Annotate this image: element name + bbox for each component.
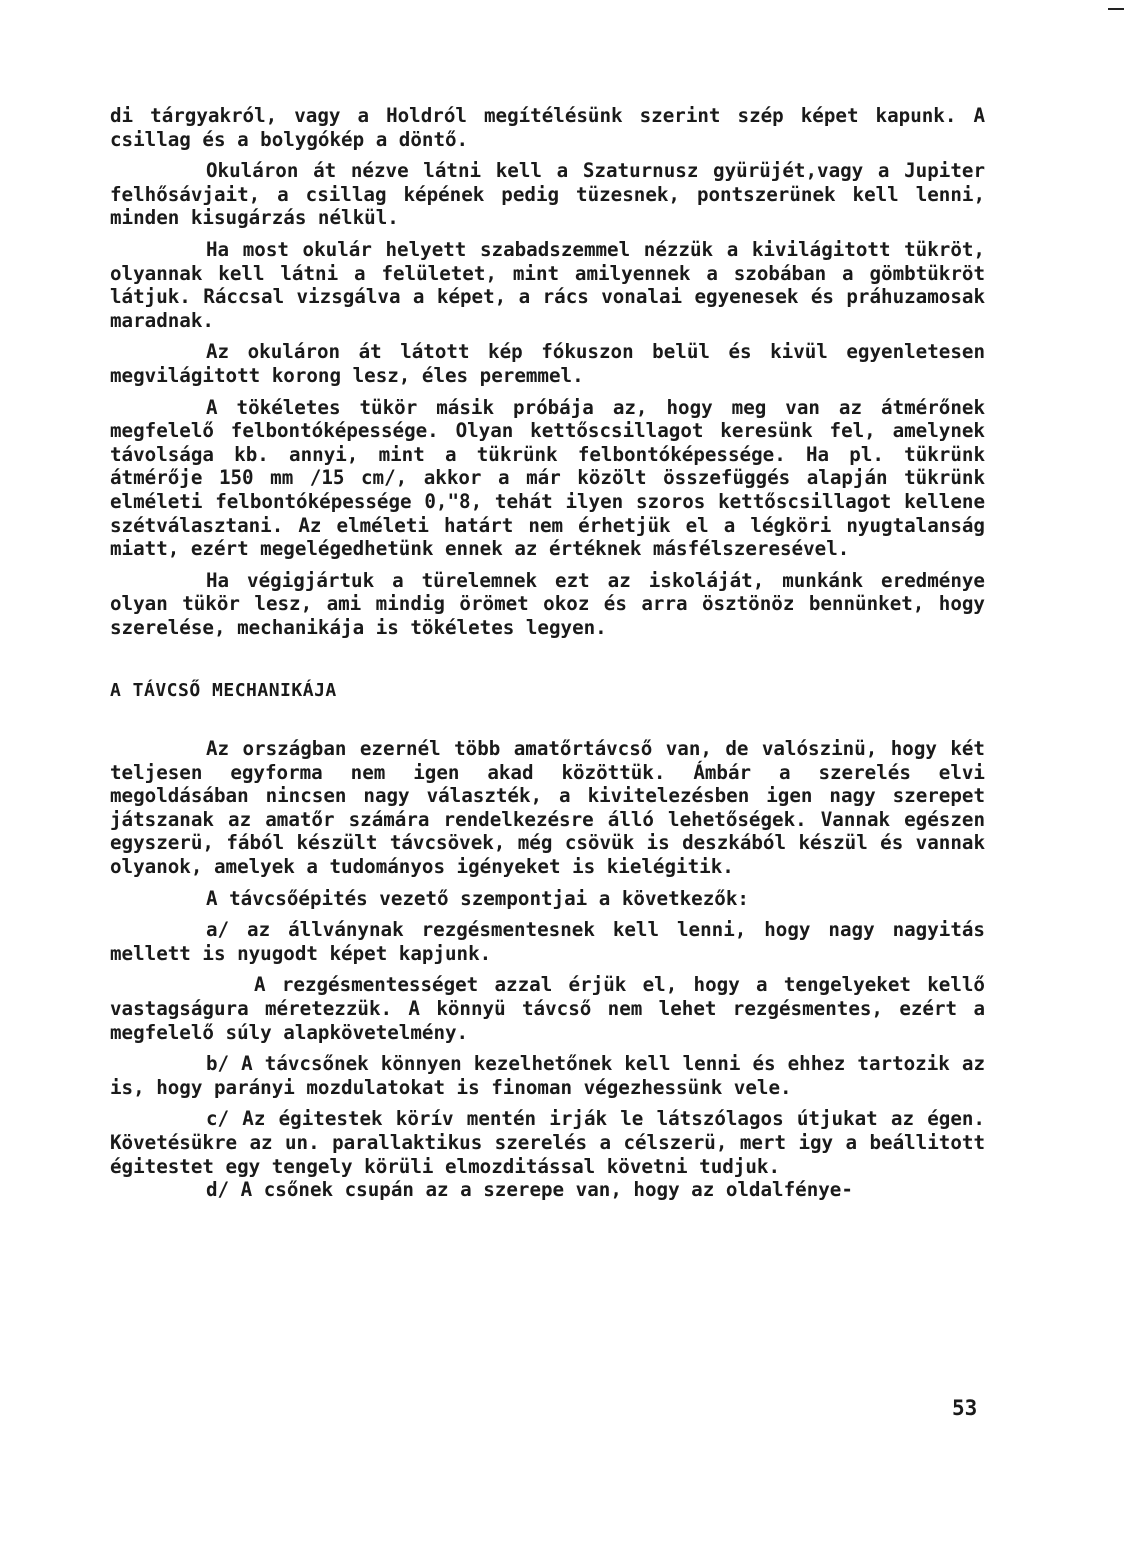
list-item-a: a/ az állványnak rezgésmentesnek kell lenni, hogy nagy nagyitás mellett is nyugodt képet kapjunk. [110, 918, 985, 965]
paragraph-naked-eye-test: Ha most okulár helyett szabadszemmel nézzük a kivilágitott tükröt, olyannak kell látni a felületet, mint amilyennek a szobában a gömbtükröt látjuk. Ráccsal vizsgálva a képet, a rács vonalai egyenesek és práhuzamosak maradnak. [110, 237, 985, 332]
paragraph-resolving-power: A tökéletes tükör másik próbája az, hogy meg van az átmérőnek megfelelő felbontóképessége. Olyan kettőscsillagot keresünk fel, amelynek távolsága kb. annyi, mint a tükrünk felbontóképessége. Ha pl. tükrünk átmérője 150 mm /15 cm/, akkor a már közölt összefüggés alapján tükrünk elméleti felbontóképessége 0,"8, tehát ilyen szoros kettőscsillagot kellene szétválasztani. Az elméleti határt nem érhetjük el a légköri nyugtalanság miatt, ezért megelégedhetünk ennek az értéknek másfélszeresével. [110, 395, 985, 561]
list-item-c: c/ Az égitestek körív mentén irják le látszólagos útjukat az égen. Követésükre az un. parallaktikus szerelés a célszerü, mert igy a beállitott égitestet egy tengely körüli elmozditással követni tudjuk. [110, 1107, 985, 1178]
paragraph-vibration-free: A rezgésmentességet azzal érjük el, hogy a tengelyeket kellő vastagságura méretezzük. A könnyü távcső nem lehet rezgésmentes, ezért a megfelelő súly alapkövetelmény. [110, 973, 985, 1044]
scan-edge-mark [1108, 8, 1124, 10]
body-text [110, 104, 985, 1210]
paragraph-amateur-telescopes: Az országban ezernél több amatőrtávcső van, de valószinü, hogy két teljesen egyforma nem igen akad közöttük. Ámbár a szerelés elvi megoldásában nincsen nagy választék, a kivitelezésben igen nagy szerepet játszanak az amatőr számára rendelkezésre álló lehetőségek. Vannak egészen egyszerü, fából készült távcsövek, még csövük is deszkából készül és vannak olyanok, amelyek a tudományos igényeket is kielégitik. [110, 737, 985, 879]
page-number: 53 [952, 1396, 978, 1420]
paragraph-focus-disc: Az okuláron át látott kép fókuszon belül és kivül egyenletesen megvilágitott korong lesz, éles peremmel. [110, 340, 985, 387]
list-item-b: b/ A távcsőnek könnyen kezelhetőnek kell lenni és ehhez tartozik az is, hogy parányi mozdulatokat is finoman végezhessünk vele. [110, 1052, 985, 1099]
list-item-d: d/ A csőnek csupán az a szerepe van, hogy az oldalfénye- [206, 1178, 853, 1202]
paragraph-eyepiece-view: Okuláron át nézve látni kell a Szaturnusz gyürüjét,vagy a Jupiter felhősávjait, a csillag képének pedig tüzesnek, pontszerünek kell lenni, minden kisugárzás nélkül. [110, 159, 985, 230]
paragraph-patience: Ha végigjártuk a türelemnek ezt az iskoláját, munkánk eredménye olyan tükör lesz, ami mindig örömet okoz és arra ösztönöz bennünket, hogy szerelése, mechanikája is tökéletes legyen. [110, 568, 985, 639]
paragraph-principles-intro: A távcsőépités vezető szempontjai a következők: [206, 886, 749, 910]
paragraph-continuation: di tárgyakról, vagy a Holdról megítélésünk szerint szép képet kapunk. A csillag és a bolygókép a döntő. [110, 104, 985, 151]
section-heading: A TÁVCSŐ MECHANIKÁJA [110, 680, 337, 702]
